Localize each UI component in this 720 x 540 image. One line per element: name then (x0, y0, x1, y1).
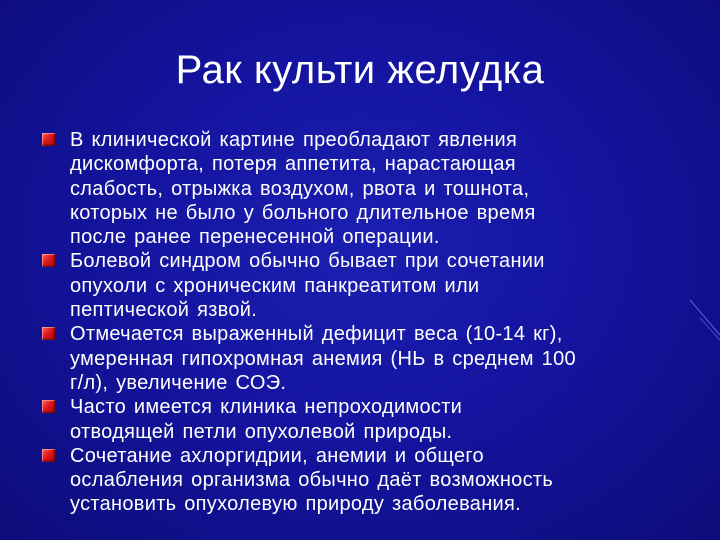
bullet-item (42, 322, 682, 395)
bullet-line: умеренная гипохромная анемия (НЬ в среднем 100 (70, 347, 576, 370)
bullet-square-icon (42, 327, 55, 340)
bullet-line: В клинической картине преобладают явления (70, 129, 518, 151)
bullet-line: Болевой синдром обычно бывает при сочетании (70, 250, 545, 273)
bullet-line: Сочетание ахлоргидрии, анемии и общего (70, 444, 484, 467)
bullet-line: ослабления организма обычно даёт возможность (70, 469, 554, 492)
bullet-line: Отмечается выраженный дефицит веса (10-14 кг), (70, 323, 563, 346)
bullet-line: Часто имеется клиника непроходимости (70, 396, 463, 419)
bullet-square-icon (42, 254, 55, 267)
bullet-square-icon (42, 133, 55, 146)
bullet-line: пептической язвой. (70, 299, 258, 322)
bullet-line: опухоли с хроническим панкреатитом или (70, 274, 480, 297)
bullet-line: г/л), увеличение СОЭ. (70, 371, 287, 394)
bullet-item (42, 249, 682, 322)
bullet-line: отводящей петли опухолевой природы. (70, 420, 453, 443)
bullet-item (42, 444, 682, 517)
bullet-line: которых не было у больного длительное время (70, 201, 536, 224)
bullet-line: после ранее перенесенной операции. (70, 226, 440, 249)
bullet-square-icon (42, 400, 55, 413)
bullet-line: слабость, отрыжка воздухом, рвота и тошнота, (70, 177, 530, 200)
bullet-line: установить опухолевую природу заболевания. (70, 493, 521, 516)
bullet-item (42, 128, 682, 249)
bullet-square-icon (42, 449, 55, 462)
bullet-item (42, 395, 682, 444)
bullet-list (42, 128, 682, 517)
slide-title: Рак культи желудка (175, 48, 545, 92)
bullet-line: дискомфорта, потеря аппетита, нарастающая (70, 153, 516, 176)
